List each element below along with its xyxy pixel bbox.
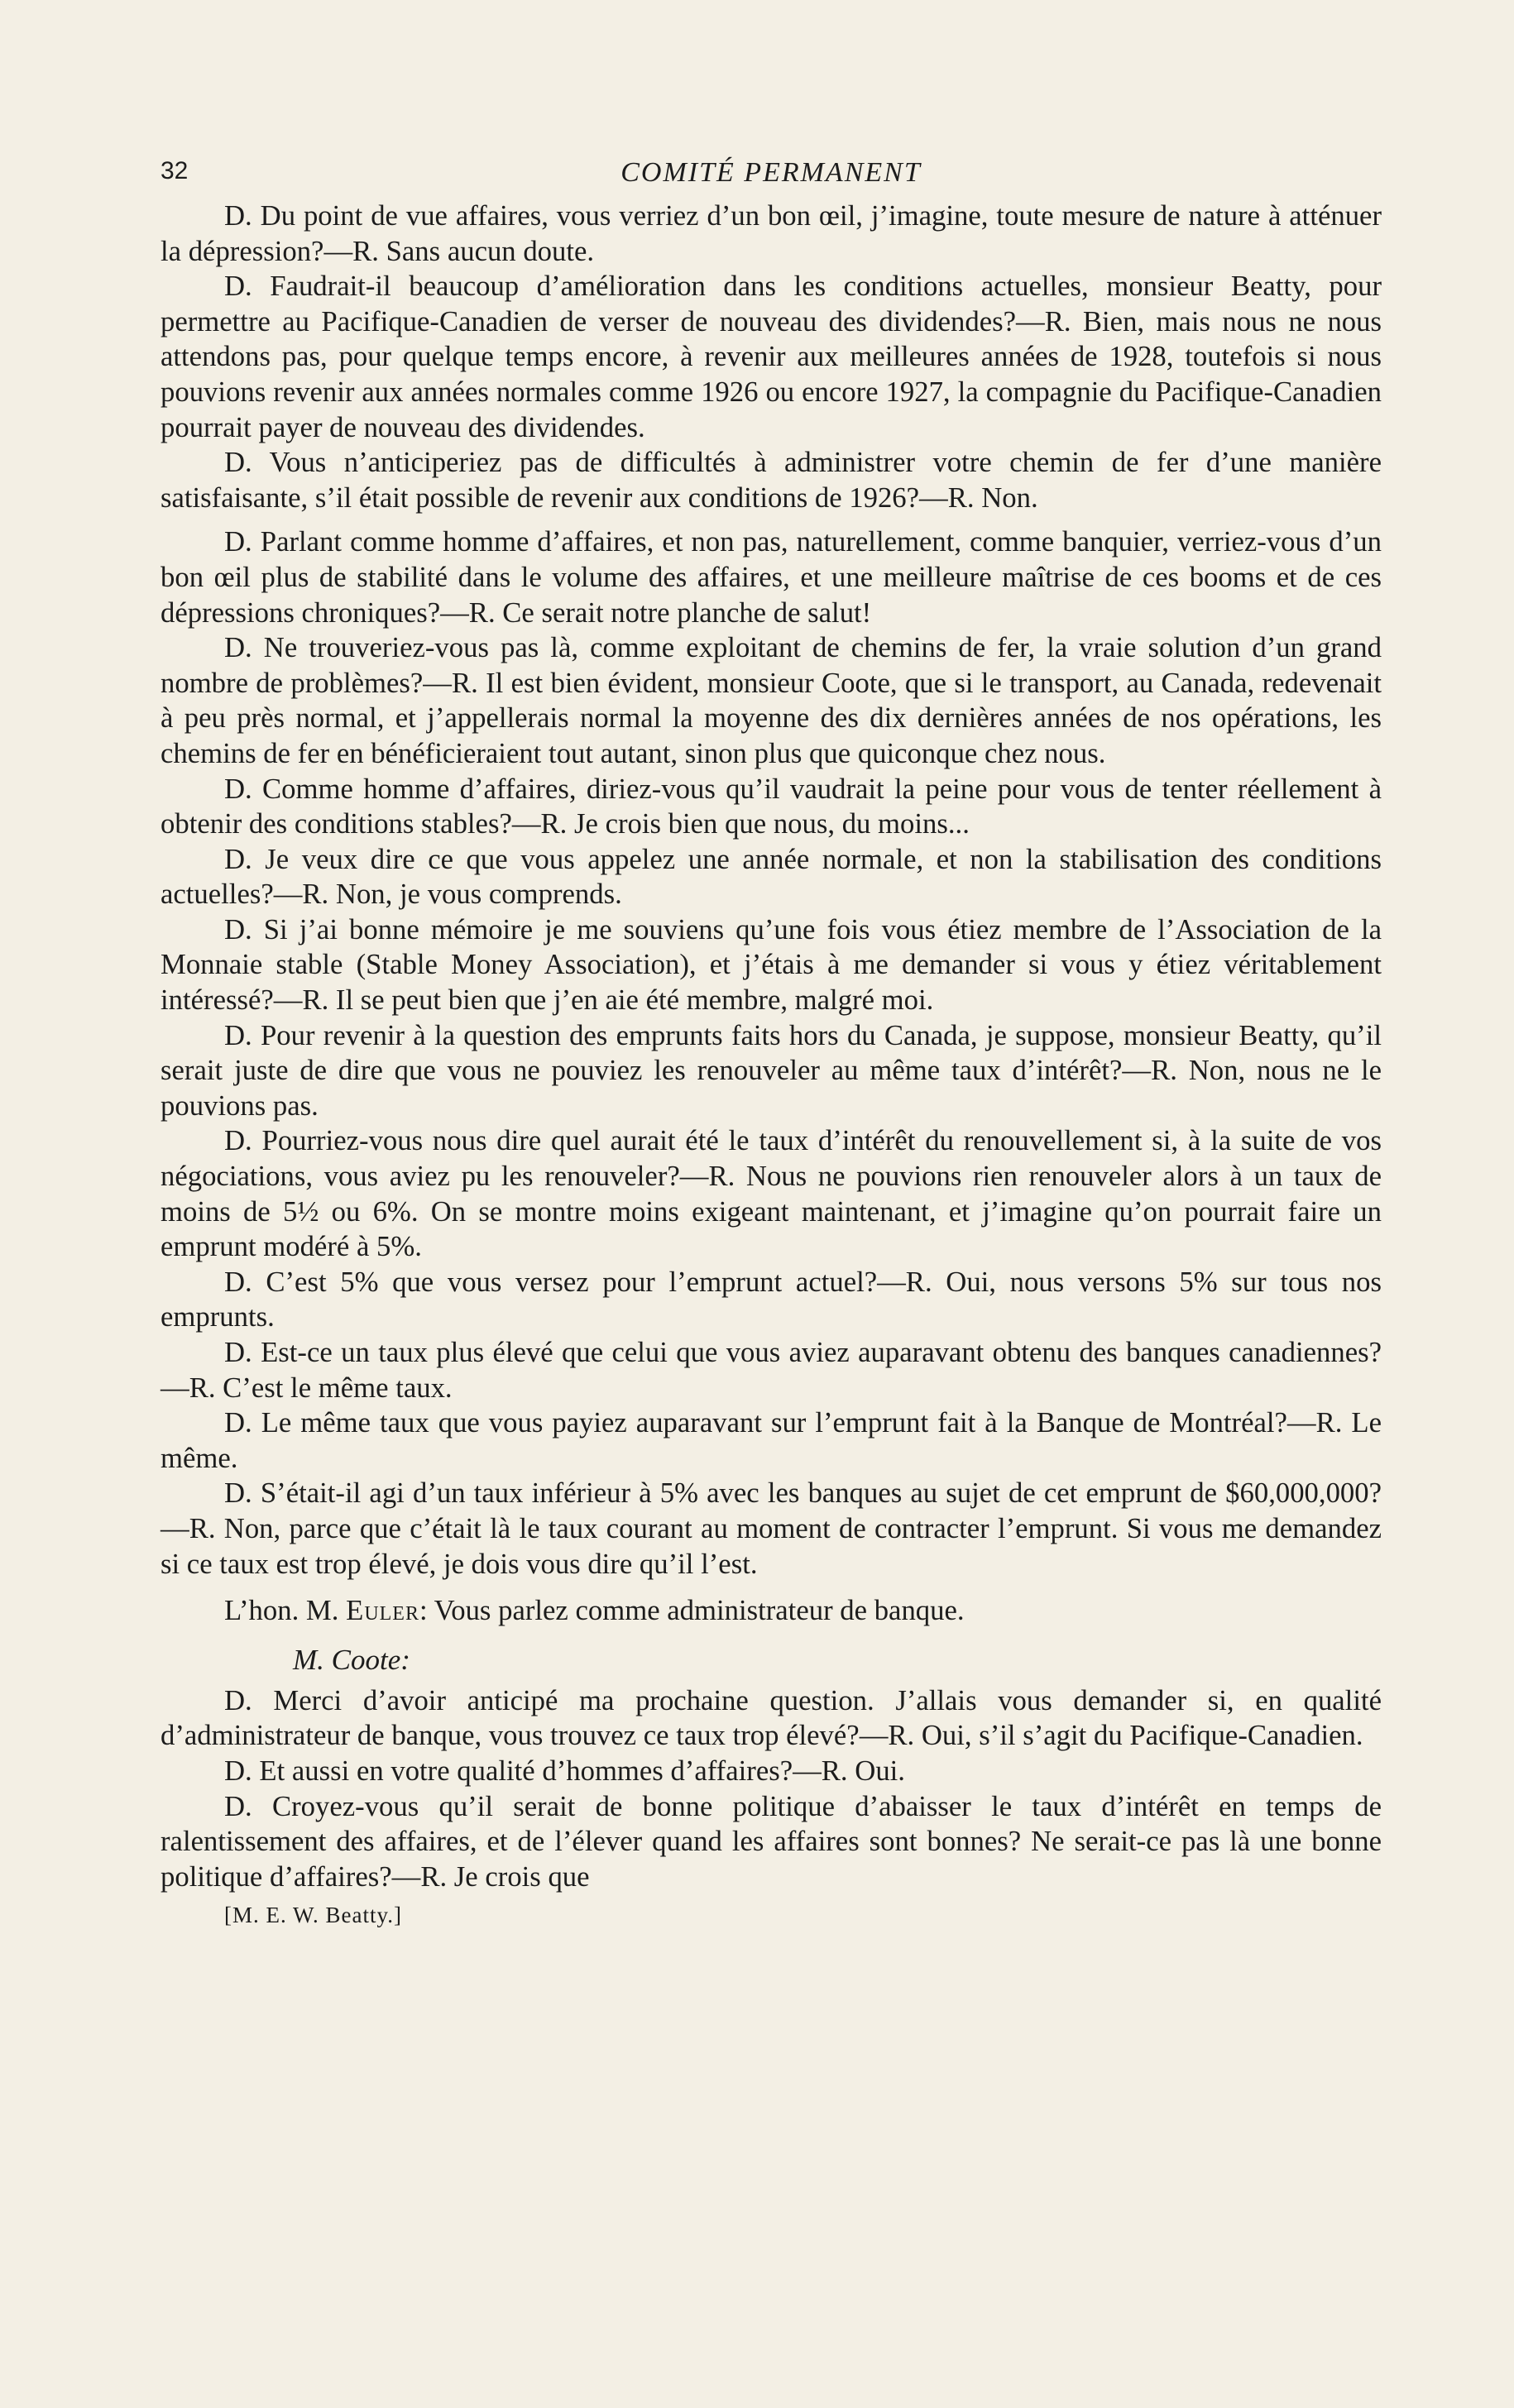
paragraph: D. Faudrait-il beaucoup d’amélioration dans les conditions actuelles, monsieur Beatty, pour permettre au Pacifique-Canadien de verser de nouveau des dividendes?—R. Bien, mais nous ne nous attendons pas, pour quelque temps encore, à revenir aux meilleures années de 1928, toutefois si nous pouvions revenir aux années normales comme 1926 ou encore 1927, la compagnie du Pacifique-Canadien pourrait payer de nouveau des dividendes. — [161, 270, 1382, 443]
body-text — [161, 199, 1382, 1894]
paragraph: D. S’était-il agi d’un taux inférieur à 5% avec les banques au sujet de cet emprunt de $60,000,000?—R. Non, parce que c’était là le taux courant au moment de contracter l’emprunt. Si vous me demandez si ce taux est trop élevé, je dois vous dire qu’il l’est. — [161, 1477, 1382, 1580]
paragraph: D. Comme homme d’affaires, diriez-vous qu’il vaudrait la peine pour vous de tenter réellement à obtenir des conditions stables?—R. Je crois bien que nous, du moins... — [161, 772, 1382, 840]
page-number: 32 — [161, 157, 189, 184]
running-title: COMITÉ PERMANENT — [620, 157, 922, 188]
paragraph: D. Et aussi en votre qualité d’hommes d’affaires?—R. Oui. — [224, 1754, 905, 1787]
euler-remark — [161, 1593, 1382, 1629]
paragraph: D. Ne trouveriez-vous pas là, comme exploitant de chemins de fer, la vraie solution d’un grand nombre de problèmes?—R. Il est bien évident, monsieur Coote, que si le transport, au Canada, redevenait à peu près normal, et j’appellerais normal la moyenne des dix dernières années de nos opérations, les chemins de fer en bénéficieraient tout autant, sinon plus que quiconque chez nous. — [161, 631, 1382, 769]
speaker-heading: M. Coote: — [293, 1643, 410, 1676]
paragraph: D. Du point de vue affaires, vous verriez d’un bon œil, j’imagine, toute mesure de nature à atténuer la dépression?—R. Sans aucun doute. — [161, 199, 1382, 267]
paragraph: D. Si j’ai bonne mémoire je me souviens qu’une fois vous étiez membre de l’Association de la Monnaie stable (Stable Money Association), et j’étais à me demander si vous y étiez véritablement intéressé?—R. Il se peut bien que j’en aie été membre, malgré moi. — [161, 912, 1382, 1017]
euler-text: : Vous parlez comme administrateur de banque. — [419, 1594, 965, 1627]
paragraph: D. C’est 5% que vous versez pour l’emprunt actuel?—R. Oui, nous versons 5% sur tous nos emprunts. — [161, 1265, 1382, 1333]
euler-prefix: L’hon. M. — [224, 1594, 347, 1627]
paragraph: D. Pourriez-vous nous dire quel aurait été le taux d’intérêt du renouvellement si, à la suite de vos négociations, vous aviez pu les renouveler?—R. Nous ne pouvions rien renouveler alors à un taux de moins de 5½ ou 6%. On se montre moins exigeant maintenant, et j’imagine qu’on pourrait faire un emprunt modéré à 5%. — [161, 1124, 1382, 1263]
witness-footer: [M. E. W. Beatty.] — [224, 1903, 402, 1928]
paragraph: D. Merci d’avoir anticipé ma prochaine question. J’allais vous demander si, en qualité d’administrateur de banque, vous trouvez ce taux trop élevé?—R. Oui, s’il s’agit du Pacifique-Canadien. — [161, 1683, 1382, 1752]
paragraph: D. Parlant comme homme d’affaires, et non pas, naturellement, comme banquier, verriez-vous d’un bon œil plus de stabilité dans le volume des affaires, et une meilleure maîtrise de ces booms et de ces dépressions chroniques?—R. Ce serait notre planche de salut! — [161, 525, 1382, 629]
page-header — [161, 149, 1382, 199]
paragraph: D. Croyez-vous qu’il serait de bonne politique d’abaisser le taux d’intérêt en temps de ralentissement des affaires, et de l’élever quand les affaires sont bonnes? Ne serait-ce pas là une bonne politique d’affaires?—R. Je crois que — [161, 1789, 1382, 1893]
document-page — [161, 149, 1382, 1928]
paragraph: D. Je veux dire ce que vous appelez une année normale, et non la stabilisation des conditions actuelles?—R. Non, je vous comprends. — [161, 842, 1382, 911]
paragraph: D. Le même taux que vous payiez auparavant sur l’emprunt fait à la Banque de Montréal?—R. Le même. — [161, 1406, 1382, 1474]
paragraph: D. Pour revenir à la question des emprunts faits hors du Canada, je suppose, monsieur Beatty, qu’il serait juste de dire que vous ne pouviez les renouveler au même taux d’intérêt?—R. Non, nous ne le pouvions pas. — [161, 1018, 1382, 1122]
paragraph: D. Vous n’anticiperiez pas de difficultés à administrer votre chemin de fer d’une manière satisfaisante, s’il était possible de revenir aux conditions de 1926?—R. Non. — [161, 446, 1382, 514]
paragraph: D. Est-ce un taux plus élevé que celui que vous aviez auparavant obtenu des banques canadiennes?—R. C’est le même taux. — [161, 1336, 1382, 1404]
speaker-name-euler: Euler — [346, 1594, 419, 1627]
